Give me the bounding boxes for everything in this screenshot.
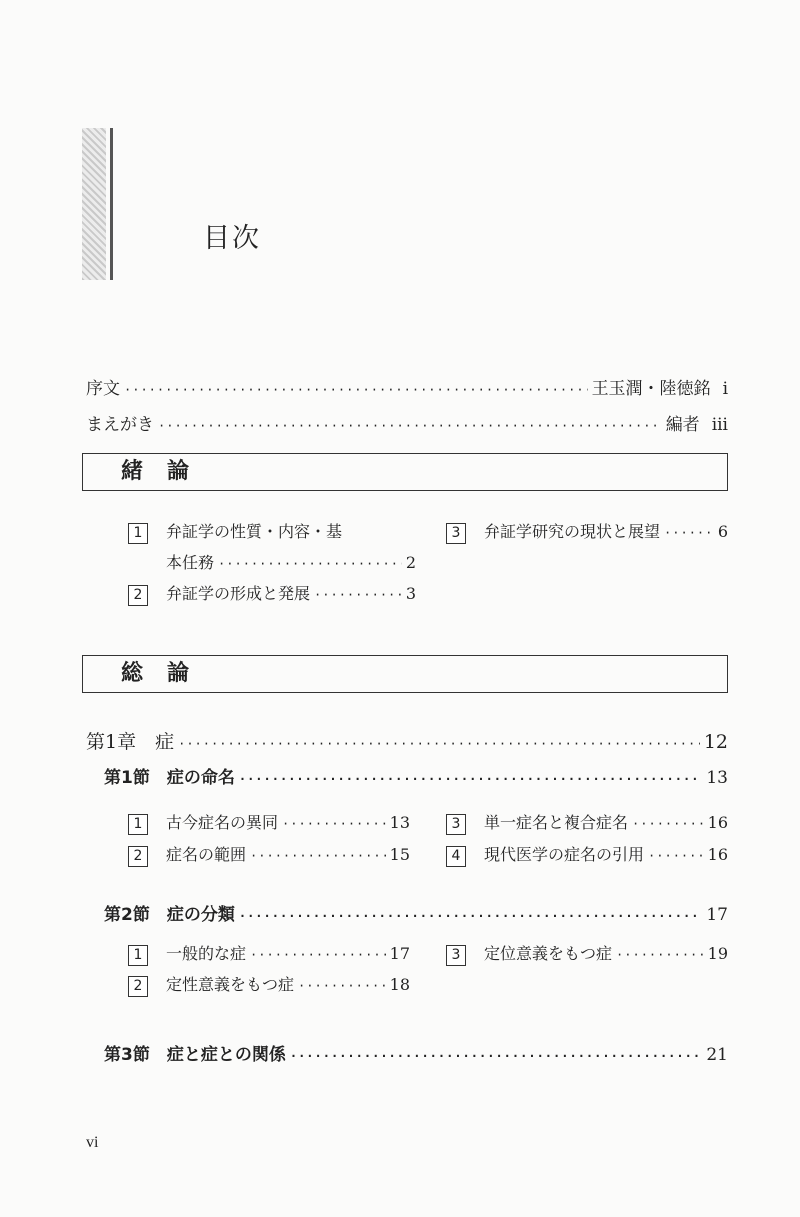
toc-item[interactable]: 2 定性意義をもつ症 ····· 18 <box>128 972 410 997</box>
toc-section[interactable]: 第2節 症の分類 ····· 17 <box>104 900 728 925</box>
toc-entry-foreword[interactable]: まえがき ····· 編者 iii <box>86 410 728 435</box>
toc-item[interactable]: 1 弁証学の性質・内容・基 <box>128 519 416 544</box>
toc-item[interactable]: 3 単一症名と複合症名 ····· 16 <box>446 810 728 835</box>
part-heading-introduction: 緒 論 <box>82 453 728 491</box>
toc-item[interactable]: 4 現代医学の症名の引用 ····· 16 <box>446 842 728 867</box>
toc-item[interactable]: 1 一般的な症 ····· 17 <box>128 941 410 966</box>
toc-item[interactable]: 3 定位意義をもつ症 ····· 19 <box>446 941 728 966</box>
toc-section[interactable]: 第1節 症の命名 ····· 13 <box>104 763 728 788</box>
toc-item[interactable]: 3 弁証学研究の現状と展望 ····· 6 <box>446 519 728 544</box>
toc-item[interactable]: 1 古今症名の異同 ····· 13 <box>128 810 410 835</box>
toc-chapter[interactable]: 第1章 症 ····· 12 <box>86 727 728 754</box>
decorative-pattern <box>82 128 106 280</box>
part-heading-general: 総 論 <box>82 655 728 693</box>
decorative-rule <box>110 128 113 280</box>
page-title: 目次 <box>203 223 261 254</box>
toc-item-continuation[interactable]: 本任務 ····· 2 <box>166 550 416 573</box>
toc-item[interactable]: 2 弁証学の形成と発展 ····· 3 <box>128 581 416 606</box>
toc-item[interactable]: 2 症名の範囲 ····· 15 <box>128 842 410 867</box>
page-number: vi <box>86 1134 99 1151</box>
toc-section[interactable]: 第3節 症と症との関係 ····· 21 <box>104 1040 728 1065</box>
toc-entry-preface[interactable]: 序文 ····· 王玉潤・陸徳銘 i <box>86 374 728 399</box>
